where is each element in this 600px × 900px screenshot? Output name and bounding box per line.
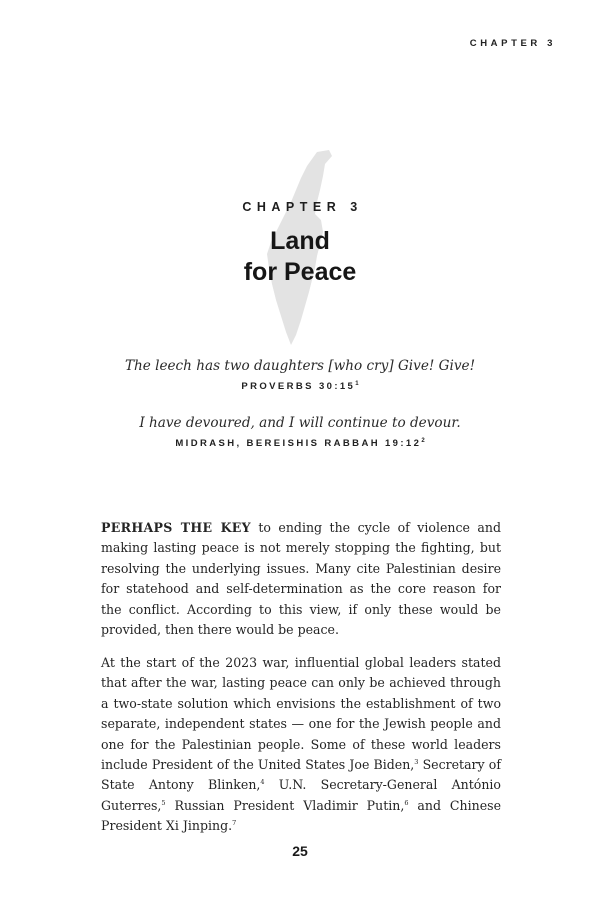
epigraph-quote: The leech has two daughters [who cry] Give! Give! bbox=[124, 358, 476, 374]
chapter-title bbox=[0, 226, 600, 288]
footnote-marker: 6 bbox=[404, 798, 409, 807]
paragraph-text: and Chinese President Xi Jinping. bbox=[101, 797, 501, 834]
footnote-marker: 2 bbox=[421, 438, 425, 444]
paragraph-text: U.N. Secretary-General António Guterres, bbox=[101, 777, 501, 813]
epigraph-source-text: MIDRASH, BEREISHIS RABBAH 19:12 bbox=[175, 438, 422, 449]
paragraph-text: to ending the cycle of violence and making lasting peace is not merely stopping the fighting, but resolving the underlying issues. Many cite Palestinian desire for statehood and self-determination as the core reason for the conflict. According to this view, if only these would be provided, then there would be peace. bbox=[101, 520, 501, 638]
footnote-marker: 5 bbox=[161, 798, 166, 807]
footnote-marker: 7 bbox=[232, 819, 237, 828]
lead-in-caps: PERHAPS THE KEY bbox=[101, 520, 251, 535]
epigraph-1 bbox=[0, 358, 600, 392]
paragraph-text: Secretary of State Antony Blinken, bbox=[101, 757, 501, 793]
chapter-label: CHAPTER 3 bbox=[242, 200, 363, 214]
footnote-marker: 3 bbox=[414, 758, 419, 767]
body-paragraph-2 bbox=[101, 653, 501, 837]
chapter-title-line-1: Land bbox=[270, 227, 330, 255]
body-paragraph-1 bbox=[101, 518, 501, 640]
epigraph-source-text: PROVERBS 30:15 bbox=[241, 381, 356, 392]
running-head: CHAPTER 3 bbox=[469, 38, 556, 49]
chapter-title-line-2: for Peace bbox=[243, 258, 357, 286]
epigraph-source bbox=[0, 381, 600, 392]
epigraph-2 bbox=[0, 415, 600, 449]
paragraph-text: At the start of the 2023 war, influential global leaders stated that after the war, lasting peace can only be achieved through a two-state solution which envisions the establishment of two separate, independent states — one for the Jewish people and one for the Palestinian people. Some of these world leaders include President of the United States Joe Biden, bbox=[101, 655, 501, 773]
footnote-marker: 4 bbox=[260, 778, 265, 787]
page-number: 25 bbox=[292, 843, 308, 859]
epigraph-quote: I have devoured, and I will continue to devour. bbox=[139, 415, 461, 431]
epigraph-source bbox=[0, 438, 600, 449]
paragraph-text: Russian President Vladimir Putin, bbox=[165, 797, 405, 813]
footnote-marker: 1 bbox=[355, 381, 359, 387]
